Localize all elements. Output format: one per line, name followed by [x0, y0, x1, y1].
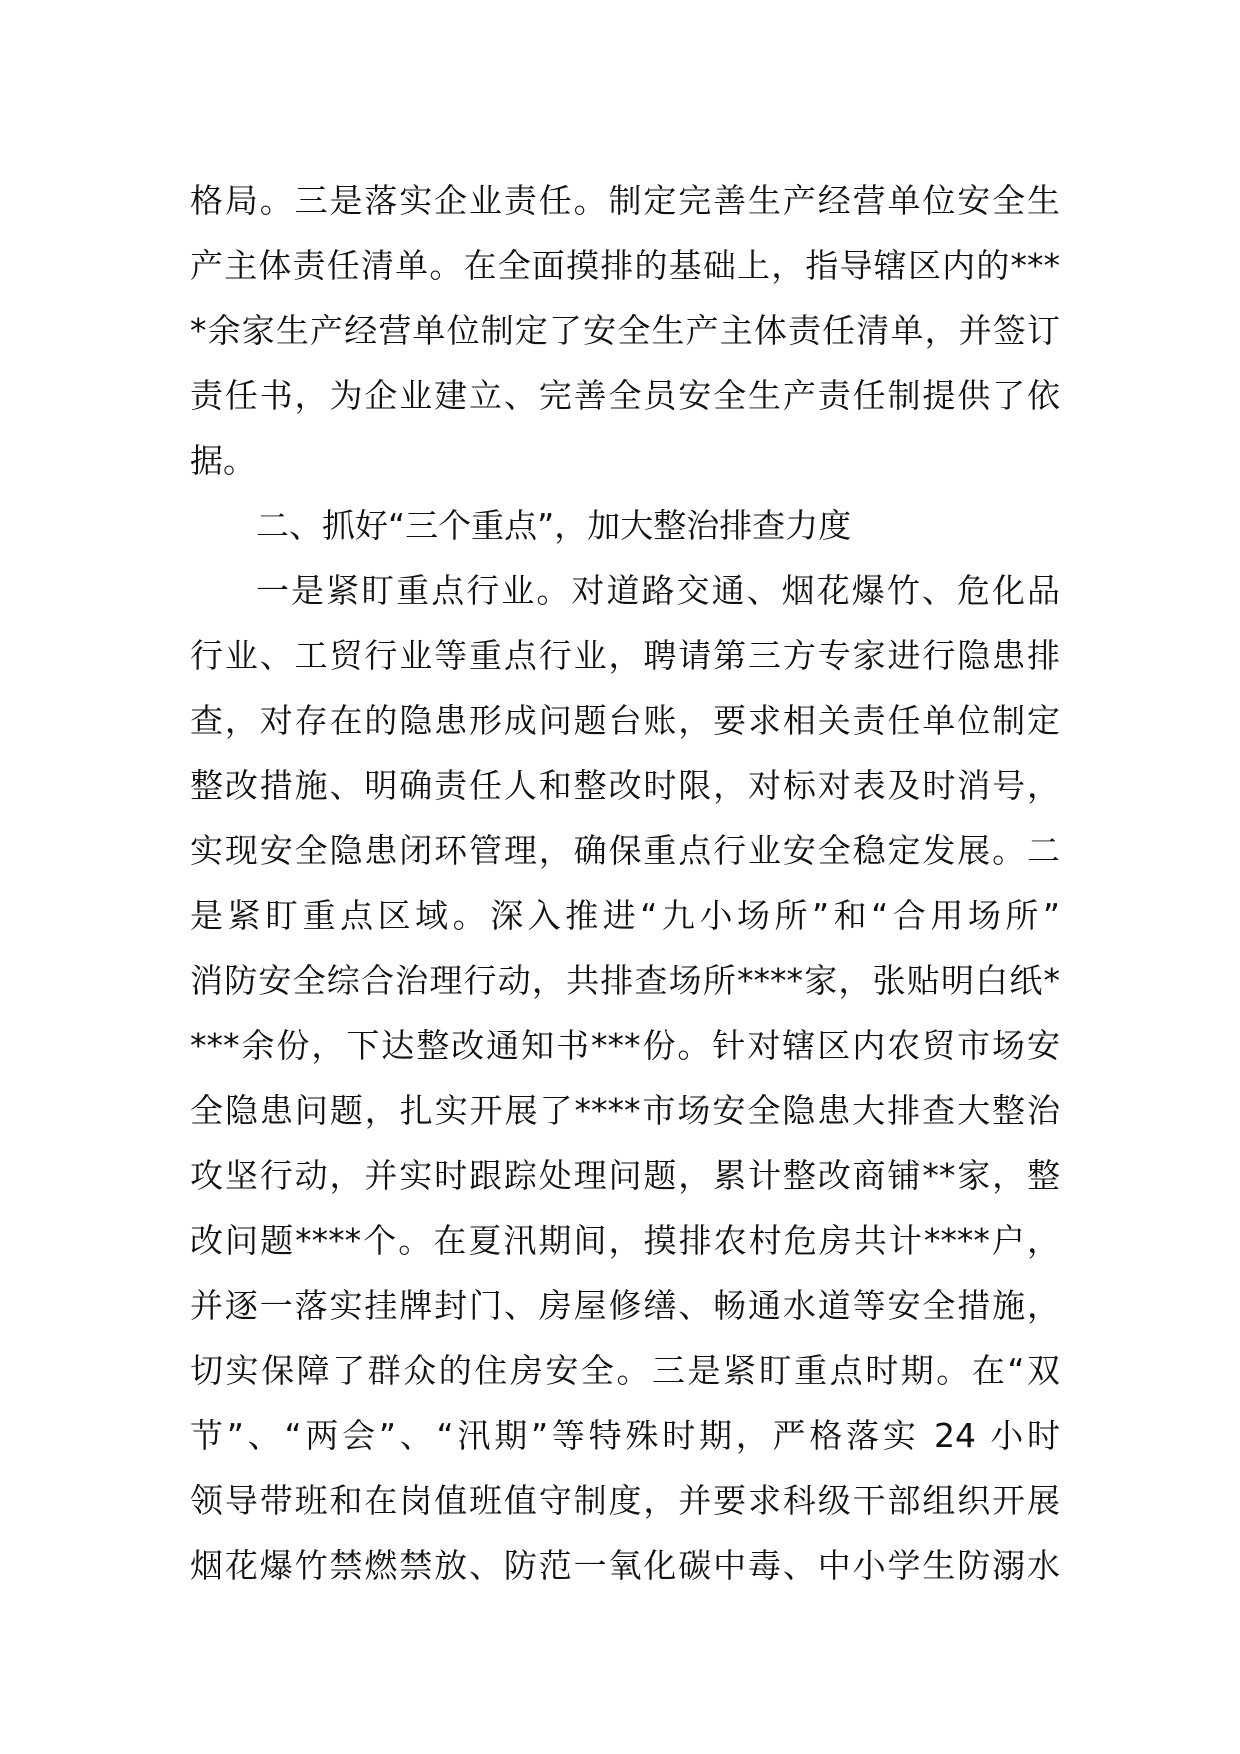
text-line: 产主体责任清单。在全面摸排的基础上，指导辖区内的***: [190, 246, 1060, 285]
text-line: 整改措施、明确责任人和整改时限，对标对表及时消号，: [190, 766, 1060, 805]
text-line: 节”、“两会”、“汛期”等特殊时期，严格落实 24 小时: [190, 1416, 1060, 1455]
text-line: ***余份，下达整改通知书***份。针对辖区内农贸市场安: [190, 1026, 1060, 1065]
text-line: 烟花爆竹禁燃禁放、防范一氧化碳中毒、中小学生防溺水: [190, 1546, 1060, 1585]
text-line: 实现安全隐患闭环管理，确保重点行业安全稳定发展。二: [190, 831, 1060, 870]
section-heading: 二、抓好“三个重点”，加大整治排查力度: [256, 506, 852, 545]
text-line: 据。: [190, 441, 256, 480]
text-line: 全隐患问题，扎实开展了****市场安全隐患大排查大整治: [190, 1091, 1060, 1130]
text-line: 领导带班和在岗值班值守制度，并要求科级干部组织开展: [190, 1481, 1060, 1520]
text-line: 切实保障了群众的住房安全。三是紧盯重点时期。在“双: [190, 1351, 1060, 1390]
text-line: 是紧盯重点区域。深入推进“九小场所”和“合用场所”: [190, 896, 1060, 935]
text-line: 一是紧盯重点行业。对道路交通、烟花爆竹、危化品: [256, 571, 1060, 610]
text-line: 查，对存在的隐患形成问题台账，要求相关责任单位制定: [190, 701, 1060, 740]
document-body: [190, 168, 1060, 1598]
text-line: 行业、工贸行业等重点行业，聘请第三方专家进行隐患排: [190, 636, 1060, 675]
text-line: 消防安全综合治理行动，共排查场所****家，张贴明白纸*: [190, 961, 1060, 1000]
text-line: 格局。三是落实企业责任。制定完善生产经营单位安全生: [190, 181, 1060, 220]
text-line: 责任书，为企业建立、完善全员安全生产责任制提供了依: [190, 376, 1060, 415]
text-line: 并逐一落实挂牌封门、房屋修缮、畅通水道等安全措施，: [190, 1286, 1060, 1325]
text-line: 改问题****个。在夏汛期间，摸排农村危房共计****户，: [190, 1221, 1060, 1260]
text-line: *余家生产经营单位制定了安全生产主体责任清单，并签订: [190, 311, 1060, 350]
text-line: 攻坚行动，并实时跟踪处理问题，累计整改商铺**家，整: [190, 1156, 1060, 1195]
